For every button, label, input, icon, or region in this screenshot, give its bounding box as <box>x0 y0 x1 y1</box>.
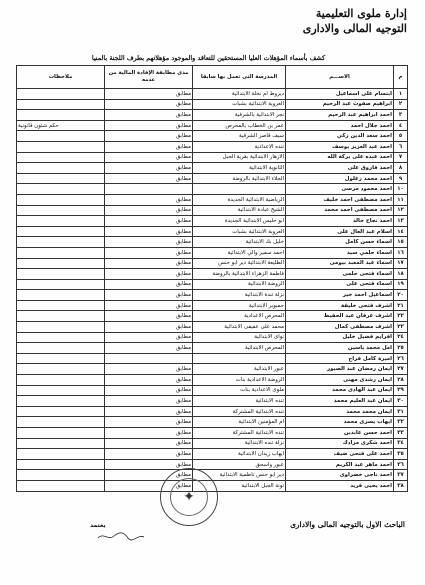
cell-num: ٨ <box>394 163 408 174</box>
cell-school: الطليعة الابتدائية دير ابو حنس <box>193 258 286 269</box>
table-row <box>17 258 408 269</box>
cell-match: مطابق <box>105 385 193 396</box>
cell-match: مطابق <box>105 406 193 417</box>
cell-school: ديروط ام نخلة الابتدائية <box>193 89 286 100</box>
cell-num: ٣٣ <box>394 428 408 439</box>
header-match: مدى مطابقة الإفادة المالية من عدمه <box>105 66 193 89</box>
cell-note <box>17 269 105 280</box>
cell-note <box>17 417 105 428</box>
header-num: م <box>394 66 408 89</box>
cell-name: امل محمد ياسين <box>286 343 394 354</box>
cell-name: احمد مصطفى احمد خليف <box>286 194 394 205</box>
cell-note <box>17 396 105 407</box>
table-row <box>17 428 408 439</box>
cell-note <box>17 364 105 375</box>
cell-num: ٣ <box>394 110 408 121</box>
cell-school: نواى الابتدائية <box>193 332 286 343</box>
cell-num: ٢١ <box>394 300 408 311</box>
cell-school: الشيخ عبادة الابتدائية <box>193 205 286 216</box>
cell-school: نزلة تندة الابتدائية <box>193 290 286 301</box>
cell-note <box>17 385 105 396</box>
table-row <box>17 396 408 407</box>
table-row <box>17 89 408 100</box>
cell-note <box>17 428 105 439</box>
cell-name: احمد على فتحى ضيف <box>286 449 394 460</box>
cell-num: ٣٢ <box>394 417 408 428</box>
table-row <box>17 385 408 396</box>
table-row <box>17 438 408 449</box>
cell-name: ايمان عبد الهادى محمد <box>286 385 394 396</box>
cell-note <box>17 311 105 322</box>
cell-name: احمد يحيى فريد <box>286 480 394 491</box>
cell-match: مطابق <box>105 364 193 375</box>
header-line-2: التوجيه المالى والادارى <box>302 22 407 35</box>
cell-note <box>17 173 105 184</box>
cell-name: احمد عبده على بركة الله <box>286 152 394 163</box>
table-row <box>17 131 408 142</box>
cell-note <box>17 184 105 195</box>
cell-name: احمد نجاح خالد <box>286 216 394 227</box>
cell-match: مطابق <box>105 226 193 237</box>
cell-num: ١٢ <box>394 205 408 216</box>
header-name: الاســـم <box>286 66 394 89</box>
cell-name: احمد عبد العزيز يوسف <box>286 141 394 152</box>
cell-num: ٢٣ <box>394 322 408 333</box>
cell-match: مطابق <box>105 480 193 491</box>
cell-num: ٣٨ <box>394 480 408 491</box>
cell-match: مطابق <box>105 99 193 110</box>
cell-note <box>17 141 105 152</box>
cell-match: مطابق <box>105 141 193 152</box>
cell-num: ٢٨ <box>394 375 408 386</box>
cell-num: ٣٤ <box>394 438 408 449</box>
table-row <box>17 205 408 216</box>
cell-school: فاطمة الزهراء الابتدائية بالروضة <box>193 269 286 280</box>
cell-name: اسماء فتحى على <box>286 279 394 290</box>
cell-name: احمد حسن عابدين <box>286 428 394 439</box>
cell-note <box>17 89 105 100</box>
cell-name: احمد فاروق على <box>286 163 394 174</box>
cell-school: الرياضية الابتدائية الجديدة <box>193 194 286 205</box>
cell-note <box>17 406 105 417</box>
cell-note <box>17 163 105 174</box>
table-row <box>17 353 408 364</box>
cell-match: مطابق <box>105 449 193 460</box>
cell-num: ٣٠ <box>394 396 408 407</box>
cell-school: خليل بك الابتدائية <box>193 237 286 248</box>
cell-school: العروبة الابتدائية بشبات <box>193 99 286 110</box>
cell-match: مطابق <box>105 396 193 407</box>
cell-name: اشرف فتحى خليفة <box>286 300 394 311</box>
cell-name: ايمان عبد العليم محمد <box>286 396 394 407</box>
cell-name: ايمان رشدى مهنى <box>286 375 394 386</box>
table-row <box>17 163 408 174</box>
cell-num: ١٧ <box>394 258 408 269</box>
cell-note <box>17 247 105 258</box>
cell-match: مطابق <box>105 269 193 280</box>
cell-name: احمد مصطفى احمد محمد <box>286 205 394 216</box>
cell-match: مطابق <box>105 110 193 121</box>
cell-num: ٢٩ <box>394 385 408 396</box>
cell-school: ابو حلبس الابتدائية الجديدة <box>193 216 286 227</box>
cell-school: الجلاء الابتدائية بالروضة <box>193 173 286 184</box>
cell-note <box>17 300 105 311</box>
table-row <box>17 375 408 386</box>
table-header-row <box>17 66 408 89</box>
cell-note <box>17 375 105 386</box>
cell-name: احمد ماهر عبد الكريم <box>286 459 394 470</box>
cell-name: اسماء حسن كامل <box>286 237 394 248</box>
cell-match: مطابق <box>105 311 193 322</box>
cell-school: حمبوبر الابتدائية <box>193 300 286 311</box>
table-row <box>17 237 408 248</box>
cell-note: حكم شئون قانونية <box>17 120 105 131</box>
cell-name: ابراهيم صفوت عبد الرحيم <box>286 99 394 110</box>
cell-match: مطابق <box>105 375 193 386</box>
cell-note <box>17 258 105 269</box>
cell-num: ١٦ <box>394 247 408 258</box>
table-row <box>17 120 408 131</box>
cell-num: ٢٠ <box>394 290 408 301</box>
cell-school: تنده الابتدائية المشتركة <box>193 406 286 417</box>
cell-name: اسماء حلمي سيد <box>286 247 394 258</box>
cell-match: مطابق <box>105 163 193 174</box>
cell-match: مطابق <box>105 216 193 227</box>
table-body <box>17 89 408 492</box>
cell-num: ١١ <box>394 194 408 205</box>
cell-name: ايهاب يسرى محمد <box>286 417 394 428</box>
cell-match: مطابق <box>105 258 193 269</box>
cell-num: ١٩ <box>394 279 408 290</box>
cell-match: مطابق <box>105 237 193 248</box>
cell-num: ٢٧ <box>394 364 408 375</box>
cell-school: عبور الابتدائية <box>193 364 286 375</box>
cell-match: مطابق <box>105 470 193 481</box>
cell-note <box>17 226 105 237</box>
cell-num: ٥ <box>394 131 408 142</box>
cell-note <box>17 449 105 460</box>
cell-note <box>17 480 105 491</box>
cell-school: ملوى الاعدادية بنات <box>193 385 286 396</box>
cell-num: ٣٥ <box>394 449 408 460</box>
cell-school: عمر بن الخطاب بالمحرص <box>193 120 286 131</box>
cell-note <box>17 216 105 227</box>
table-row <box>17 184 408 195</box>
table-row <box>17 343 408 354</box>
cell-school: ام المؤمنين الابتدائية <box>193 417 286 428</box>
table-row <box>17 152 408 163</box>
table-row <box>17 247 408 258</box>
table-row <box>17 173 408 184</box>
cell-num: ٣١ <box>394 406 408 417</box>
cell-match: مطابق <box>105 173 193 184</box>
table-row <box>17 417 408 428</box>
cell-note <box>17 290 105 301</box>
employees-table <box>16 65 408 492</box>
table-row <box>17 449 408 460</box>
cell-school: المحرص الابتدائية <box>193 343 286 354</box>
signature-label: يعتمد <box>90 522 106 529</box>
cell-match: مطابق <box>105 322 193 333</box>
cell-school <box>193 353 286 364</box>
official-stamp <box>160 468 218 526</box>
cell-note <box>17 152 105 163</box>
cell-school: دير ابو حنس ناظمية الابتدائية <box>193 470 286 481</box>
cell-num: ١ <box>394 89 408 100</box>
cell-note <box>17 322 105 333</box>
cell-note <box>17 353 105 364</box>
header-line-1: إدارة ملوى التعليمية <box>315 7 407 20</box>
footer-signatory: الباحث الاول بالتوجيه المالى والادارى <box>290 520 405 529</box>
cell-match: مطابق <box>105 417 193 428</box>
cell-name: اسماء فتحى حلمى <box>286 269 394 280</box>
cell-note <box>17 438 105 449</box>
cell-school: احمد سمير والي الابتدائية <box>193 247 286 258</box>
cell-match: مطابق <box>105 428 193 439</box>
cell-match: مطابق <box>105 120 193 131</box>
cell-school: عبور واسحق <box>193 459 286 470</box>
cell-school: نجر الابتدائية بالشرفية <box>193 110 286 121</box>
cell-num: ١٤ <box>394 226 408 237</box>
cell-name: اسلام عبد العال على <box>286 226 394 237</box>
cell-match <box>105 353 193 364</box>
cell-note <box>17 343 105 354</box>
cell-match: مطابق <box>105 247 193 258</box>
cell-note <box>17 205 105 216</box>
cell-school: العروبة الابتدائية بشبات <box>193 226 286 237</box>
table-row <box>17 322 408 333</box>
cell-num: ٣٦ <box>394 459 408 470</box>
cell-match: مطابق <box>105 205 193 216</box>
table-row <box>17 226 408 237</box>
cell-note <box>17 194 105 205</box>
cell-school: نزلة تنده الابتدائية <box>193 438 286 449</box>
table-row <box>17 406 408 417</box>
table-row <box>17 110 408 121</box>
table-row <box>17 99 408 110</box>
cell-note <box>17 237 105 248</box>
cell-match: مطابق <box>105 438 193 449</box>
header-school: المدرسة التى تعمل بها سابقا <box>193 66 286 89</box>
signature-scribble <box>96 530 146 542</box>
table-row <box>17 332 408 343</box>
cell-match: مطابق <box>105 279 193 290</box>
cell-match: مطابق <box>105 89 193 100</box>
table-row <box>17 194 408 205</box>
cell-name: اسماعيل احمد خير <box>286 290 394 301</box>
table-row <box>17 141 408 152</box>
cell-school: تنده الاعدادية <box>193 141 286 152</box>
cell-note <box>17 279 105 290</box>
cell-name: ايمان رمضان عبد الصبور <box>286 364 394 375</box>
cell-match: مطابق <box>105 343 193 354</box>
cell-num: ٦ <box>394 141 408 152</box>
cell-match: مطابق <box>105 290 193 301</box>
cell-num: ٢٤ <box>394 332 408 343</box>
cell-name: اسماء عبد المعبد بيومى <box>286 258 394 269</box>
cell-match: مطابق <box>105 300 193 311</box>
cell-note <box>17 110 105 121</box>
cell-name: افرايم فضيل خليل <box>286 332 394 343</box>
cell-num: ٢٥ <box>394 343 408 354</box>
cell-school: الثانوية الابتدائية <box>193 163 286 174</box>
header <box>303 6 407 36</box>
cell-school: الروضة الاعدادية بنات <box>193 375 286 386</box>
table-row <box>17 216 408 227</box>
cell-school: تونة الجبل الابتدائية <box>193 480 286 491</box>
cell-note <box>17 332 105 343</box>
table-row <box>17 459 408 470</box>
cell-school <box>193 184 286 195</box>
cell-num: ٧ <box>394 152 408 163</box>
cell-num: ١٥ <box>394 237 408 248</box>
cell-note <box>17 470 105 481</box>
cell-num: ٤ <box>394 120 408 131</box>
cell-name: احمد جلال احمد <box>286 120 394 131</box>
cell-school: الروضة الابتدائية <box>193 279 286 290</box>
cell-num: ٢٦ <box>394 353 408 364</box>
cell-note <box>17 459 105 470</box>
eagle-emblem-icon: ✦ <box>170 478 208 516</box>
cell-match: مطابق <box>105 131 193 142</box>
cell-name: اشرف مصطفى كمال <box>286 322 394 333</box>
table-row <box>17 311 408 322</box>
cell-school: تنده الابتدائية المشتركة <box>193 428 286 439</box>
cell-num: ٢٢ <box>394 311 408 322</box>
table-row <box>17 364 408 375</box>
cell-school: المحرص الاعدادية <box>193 311 286 322</box>
cell-num: ٣٧ <box>394 470 408 481</box>
cell-name: ابتسام على اسماعيل <box>286 89 394 100</box>
cell-name: احمد محمد زغلول <box>286 173 394 184</box>
table-row <box>17 269 408 280</box>
cell-match: مطابق <box>105 152 193 163</box>
document-title: كشف بأسماء المؤهلات العليا المستحقين للتعاقد والموجود مؤهلاتهم بطرف اللجنة بالمنيا <box>91 54 326 62</box>
cell-school: الازهار الابتدائية بقرية الجبل <box>193 152 286 163</box>
cell-num: ٩ <box>394 173 408 184</box>
cell-num: ٢ <box>394 99 408 110</box>
cell-name: احمد شكرى مرادك <box>286 438 394 449</box>
cell-note <box>17 99 105 110</box>
cell-name: ايمان محمد محمد <box>286 406 394 417</box>
table-row <box>17 300 408 311</box>
cell-name: احمد محمود مرسى <box>286 184 394 195</box>
cell-num: ١٨ <box>394 269 408 280</box>
cell-name: احمد ابراهيم عبد الرحيم <box>286 110 394 121</box>
cell-note <box>17 131 105 142</box>
table-row <box>17 290 408 301</box>
cell-match <box>105 184 193 195</box>
cell-school: سيف قاصر الشرقية <box>193 131 286 142</box>
cell-school: محمد على عفيفى الابتدائية <box>193 322 286 333</box>
cell-match: مطابق <box>105 194 193 205</box>
header-note: ملاحظات <box>17 66 105 89</box>
cell-match: مطابق <box>105 459 193 470</box>
cell-name: اشرف عرفان عبد الحفيظ <box>286 311 394 322</box>
cell-school: تنده الابتدائية <box>193 396 286 407</box>
cell-num: ١٣ <box>394 216 408 227</box>
cell-school: ايهاب زيدان الابتدائية <box>193 449 286 460</box>
cell-name: احمد ناجى خضراوى <box>286 470 394 481</box>
cell-name: احمد سعد الدين زكي <box>286 131 394 142</box>
cell-num: ١٠ <box>394 184 408 195</box>
cell-name: اميرة كامل فراج <box>286 353 394 364</box>
cell-match: مطابق <box>105 332 193 343</box>
table-row <box>17 279 408 290</box>
